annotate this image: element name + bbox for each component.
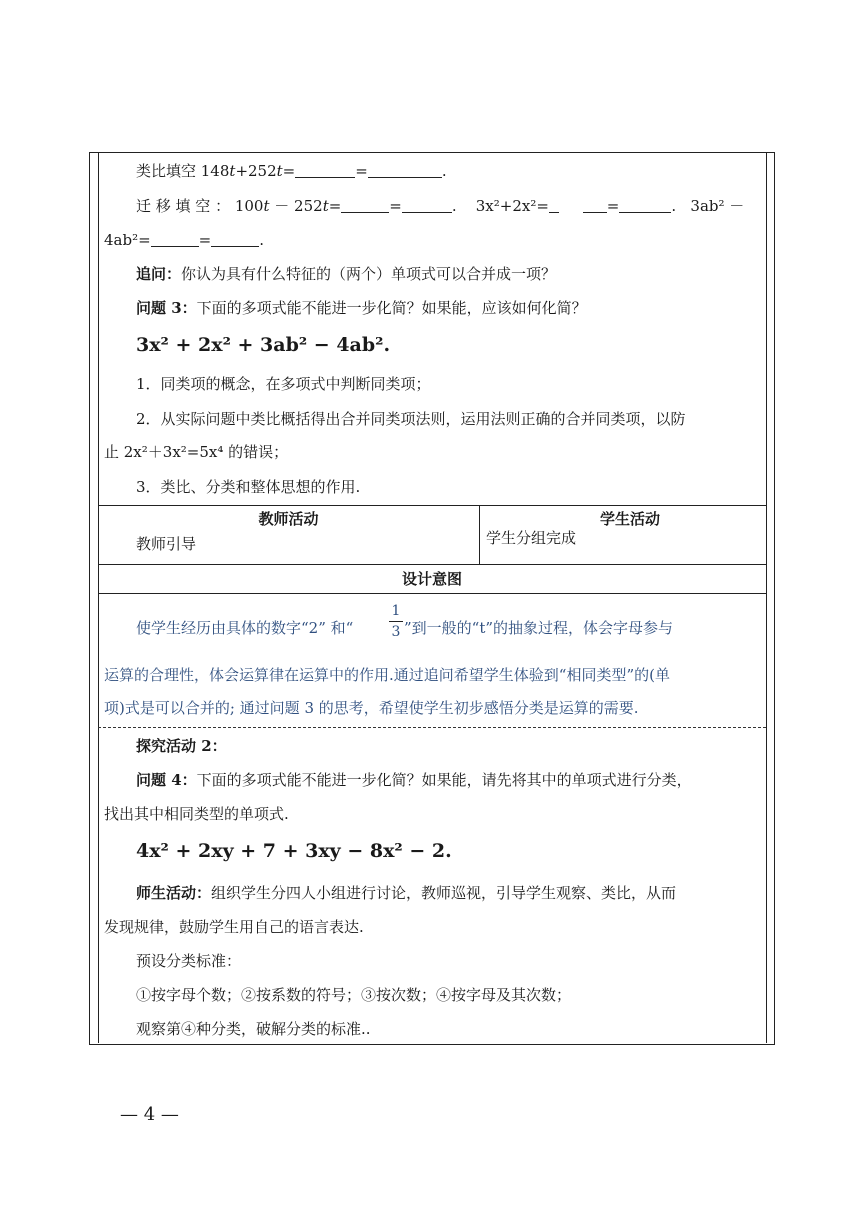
design-intent-line-1b: ”到一般的“t”的抽象过程，体会字母参与 [404,619,674,637]
objective-1: 1．同类项的概念，在多项式中判断同类项； [136,375,431,393]
page-number: — 4 — [120,1104,179,1125]
design-intent-line-3: 项)式是可以合并的; 通过问题 3 的思考，希望使学生初步感悟分类是运算的需要. [104,699,639,717]
analogy-fill-line: 类比填空 148t+252t= = . [136,162,447,180]
classification-criteria: ①按字母个数；②按系数的符号；③按次数；④按字母及其次数； [136,986,572,1004]
teacher-activity-header: 教师活动 [258,510,319,528]
question-3: 问题 3：下面的多项式能不能进一步化简？如果能，应该如何化简？ [136,299,587,317]
observe-classification: 观察第④种分类，破解分类的标准.. [136,1020,371,1038]
table-inner-right-border [766,152,767,1043]
question-4: 问题 4：下面的多项式能不能进一步化简？如果能，请先将其中的单项式进行分类， [136,771,692,789]
table-outer-border [89,152,775,1045]
column-divider [479,505,480,564]
teacher-student-activity: 师生活动：组织学生分四人小组进行讨论，教师巡视，引导学生观察、类比，从而 [136,884,677,902]
design-intent-line-2: 运算的合理性，体会运算律在运算中的作用.通过追问希望学生体验到“相同类型”的(单 [104,666,670,684]
teacher-activity-cell: 教师引导 [136,535,197,553]
fraction-one-third: 1 3 [389,603,403,640]
follow-up-question: 追问：你认为具有什么特征的（两个）单项式可以合并成一项？ [136,265,557,283]
exploration-title: 探究活动 2： [136,737,227,755]
polynomial-expression-3: 3x² + 2x² + 3ab² − 4ab². [136,334,391,356]
row-divider-dashed [98,727,766,728]
polynomial-expression-4: 4x² + 2xy + 7 + 3xy − 8x² − 2. [136,840,452,862]
design-intent-line-1a: 使学生经历由具体的数字“2” 和“ [136,619,354,637]
design-intent-header: 设计意图 [401,570,462,588]
student-activity-header: 学生活动 [599,510,660,528]
row-divider [98,564,766,565]
student-activity-cell: 学生分组完成 [486,529,577,547]
objective-3: 3．类比、分类和整体思想的作用. [136,478,361,496]
question-4-cont: 找出其中相同类型的单项式. [104,805,289,823]
transfer-fill-line: 迁 移 填 空 ： 100t － 252t= = . 3x²+2x²= = . 3ab² － [136,197,745,215]
row-divider [98,593,766,594]
table-inner-left-border [98,152,99,1043]
transfer-fill-line-cont: 4ab²= = . [104,231,265,249]
row-divider [98,505,766,506]
teacher-student-activity-cont: 发现规律，鼓励学生用自己的语言表达. [104,918,364,936]
objective-2-cont: 止 2x²＋3x²=5x⁴ 的错误； [104,443,289,461]
preset-criteria-label: 预设分类标准： [136,952,242,970]
objective-2: 2．从实际问题中类比概括得出合并同类项法则，运用法则正确的合并同类项，以防 [136,410,686,428]
